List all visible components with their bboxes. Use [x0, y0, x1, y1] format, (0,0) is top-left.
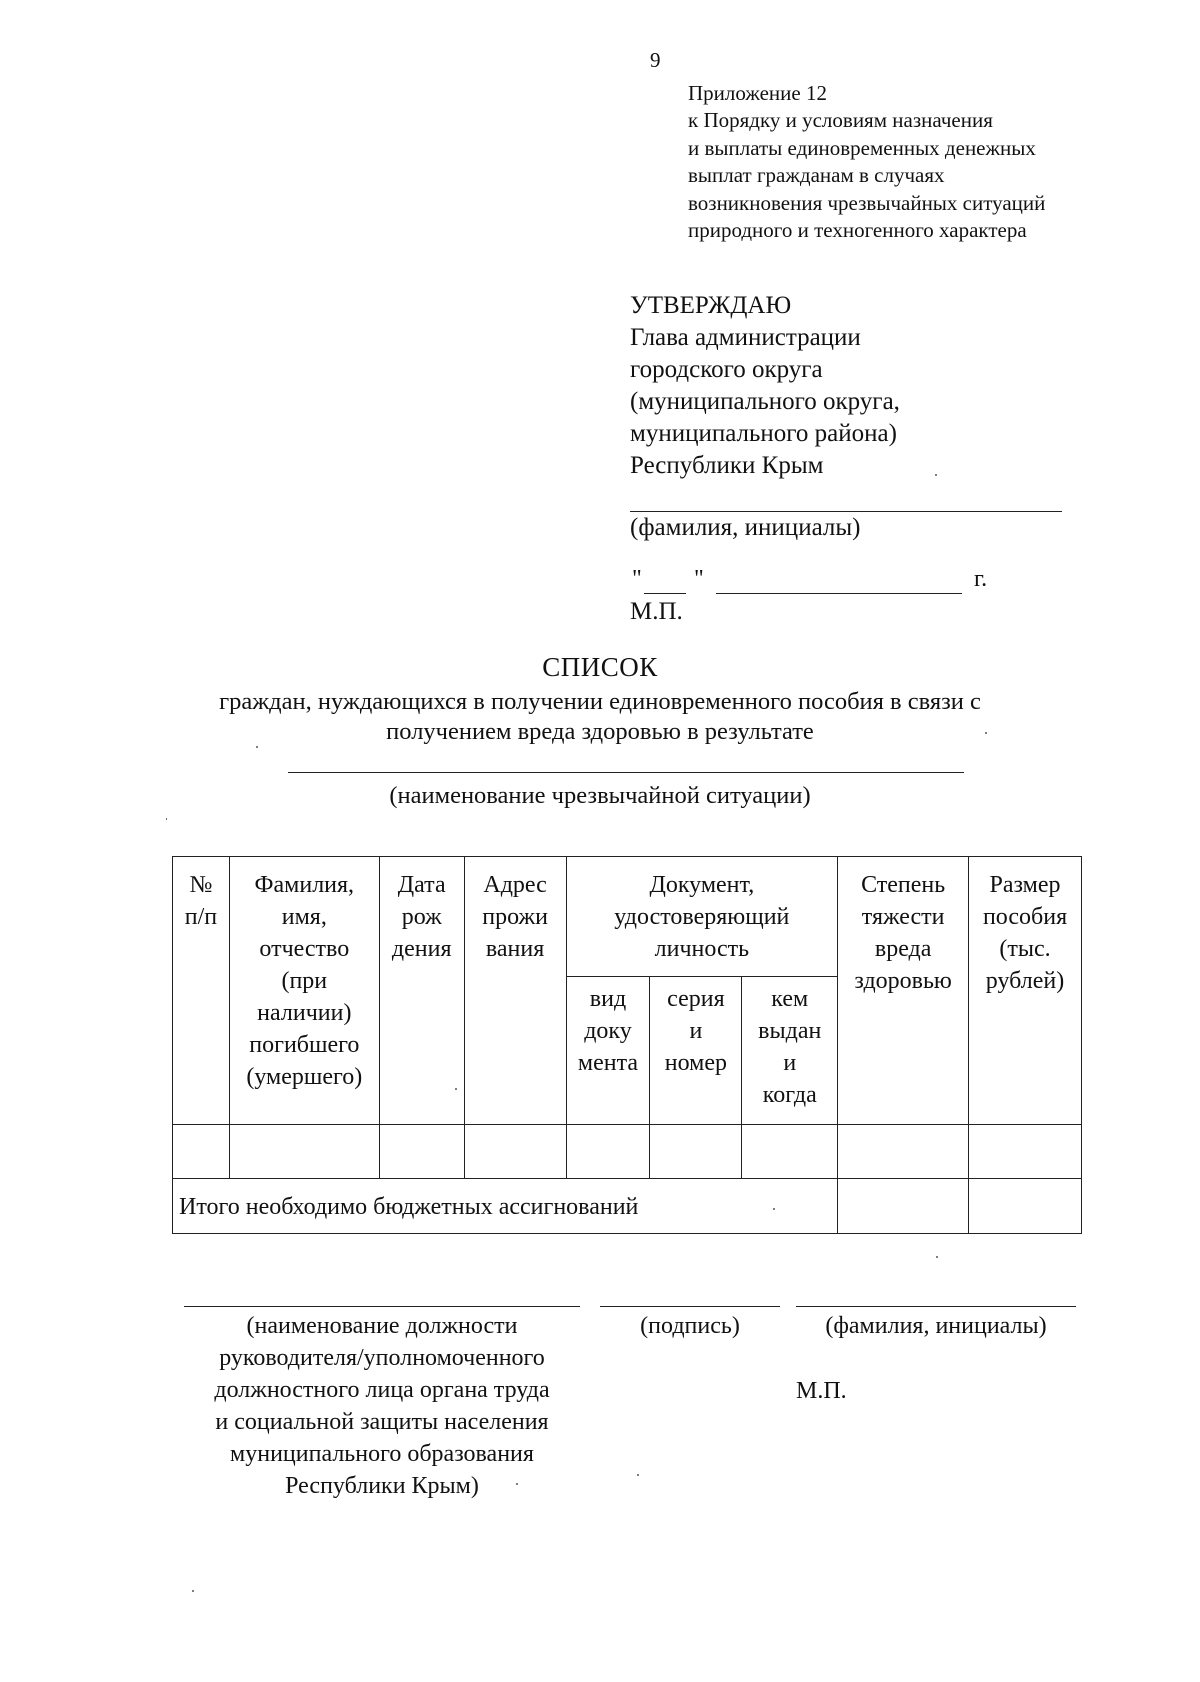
total-amount-cell: [969, 1179, 1082, 1234]
empty-cell: [173, 1125, 230, 1179]
header-harm-severity: Степень тяжести вреда здоровью: [838, 857, 969, 1125]
position-caption: (наименование должности руководителя/уполномоченного должностного лица органа труда и социальной защиты населения муниципального образования Республики Крым): [214, 1313, 550, 1499]
header-full-name: Фамилия, имя, отчество (при наличии) погибшего (умершего): [229, 857, 379, 1125]
table-row: [173, 1125, 1082, 1179]
approval-line: городского округа: [630, 356, 823, 383]
scan-speck: [637, 1474, 639, 1476]
appendix-line: выплат гражданам в случаях: [688, 163, 945, 188]
appendix-line: возникновения чрезвычайных ситуаций: [688, 190, 1046, 215]
emergency-name-caption: (наименование чрезвычайной ситуации): [389, 782, 811, 809]
date-month-year-line: [716, 593, 962, 594]
signature-stamp-mark: М.П.: [796, 1378, 847, 1404]
empty-cell: [379, 1125, 464, 1179]
scan-speck: [455, 1088, 457, 1090]
total-label: Итого необходимо бюджетных ассигнований: [173, 1179, 838, 1234]
appendix-line: к Порядку и условиям назначения: [688, 108, 993, 133]
appendix-reference: [688, 80, 1045, 244]
scan-speck: [516, 1483, 518, 1485]
appendix-line: и выплаты единовременных денежных: [688, 135, 1036, 160]
empty-cell: [969, 1125, 1082, 1179]
citizens-table: [172, 856, 1082, 1234]
total-row: [173, 1179, 1082, 1234]
scan-speck: [985, 732, 987, 734]
header-address: Адрес прожи вания: [464, 857, 566, 1125]
page-number: 9: [650, 48, 661, 72]
approval-date: [630, 566, 1030, 596]
empty-cell: [229, 1125, 379, 1179]
date-open-quote: ": [632, 566, 642, 592]
signature-line: [600, 1306, 780, 1307]
scan-speck: [936, 1256, 938, 1258]
appendix-line: природного и техногенного характера: [688, 218, 1027, 243]
date-day-line: [644, 593, 686, 594]
header-document-series: серия и номер: [650, 977, 742, 1125]
total-severity-cell: [838, 1179, 969, 1234]
appendix-line: Приложение 12: [688, 81, 827, 105]
header-document-type: вид доку мента: [566, 977, 650, 1125]
approval-line: Республики Крым: [630, 452, 824, 479]
scan-speck: [192, 1590, 194, 1592]
document-subtitle-line2: получением вреда здоровью в результате: [386, 718, 814, 745]
document-subtitle-line1: граждан, нуждающихся в получении единовременного пособия в связи с: [219, 688, 981, 715]
date-close-quote: ": [694, 566, 704, 592]
header-benefit-amount: Размер пособия (тыс. рублей): [969, 857, 1082, 1125]
approval-heading: УТВЕРЖДАЮ: [630, 292, 792, 319]
document-title: СПИСОК: [542, 652, 658, 682]
approval-block: [630, 290, 900, 482]
empty-cell: [464, 1125, 566, 1179]
approver-name-caption: (фамилия, инициалы): [630, 514, 861, 541]
approval-line: (муниципального округа,: [630, 388, 900, 415]
scan-speck: [935, 474, 937, 476]
date-year-suffix: г.: [974, 566, 988, 592]
header-document-issued: кем выдан и когда: [742, 977, 838, 1125]
scan-speck: [256, 746, 258, 748]
approval-line: муниципального района): [630, 420, 897, 447]
position-signature-line: [184, 1306, 580, 1307]
empty-cell: [566, 1125, 650, 1179]
scan-speck: [773, 1208, 775, 1210]
name-caption: (фамилия, инициалы): [825, 1313, 1047, 1339]
header-birth-date: Дата рож дения: [379, 857, 464, 1125]
header-number: № п/п: [173, 857, 230, 1125]
approval-stamp-mark: М.П.: [630, 598, 683, 625]
approver-name-line: [630, 511, 1062, 512]
empty-cell: [742, 1125, 838, 1179]
empty-cell: [838, 1125, 969, 1179]
header-identity-document: Документ, удостоверяющий личность: [566, 857, 838, 977]
signature-caption: (подпись): [640, 1313, 740, 1339]
emergency-name-line: [288, 772, 964, 773]
name-signature-line: [796, 1306, 1076, 1307]
approval-line: Глава администрации: [630, 324, 861, 351]
empty-cell: [650, 1125, 742, 1179]
scan-speck: [166, 818, 167, 820]
